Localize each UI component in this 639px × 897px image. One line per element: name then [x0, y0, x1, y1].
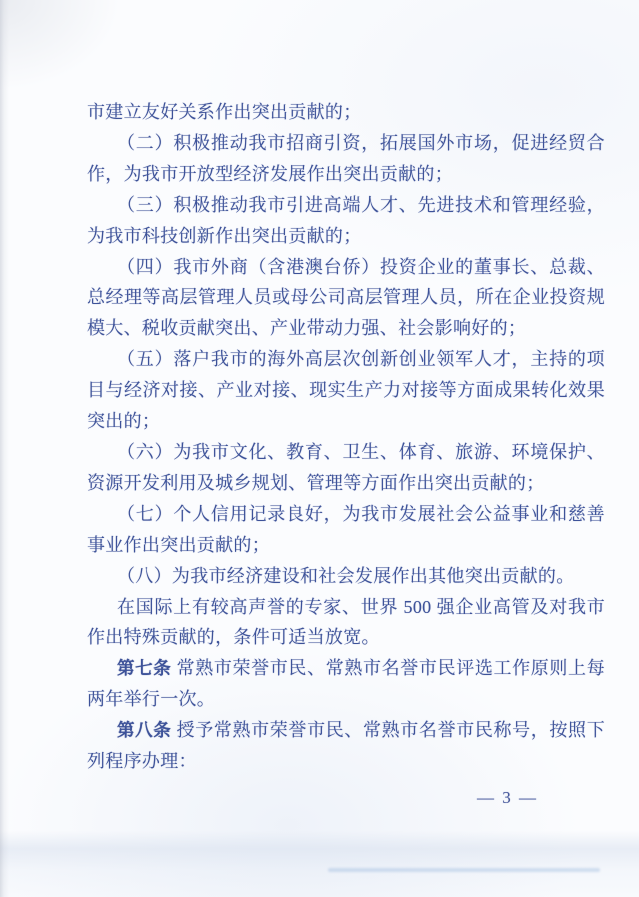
paragraph-text: （四）我市外商（含港澳台侨）投资企业的董事长、总裁、总经理等高层管理人员或母公司高层管理人员，所在企业投资规模大、税收贡献突出、产业带动力强、社会影响好的； [87, 256, 605, 339]
paragraph [87, 252, 605, 345]
paragraph-text: （六）为我市文化、教育、卫生、体育、旅游、环境保护、资源开发利用及城乡规划、管理等方面作出突出贡献的； [87, 441, 605, 493]
article-heading: 第八条 [117, 720, 172, 741]
paragraph [87, 437, 605, 499]
paragraph [87, 653, 605, 715]
paragraph-text: （五）落户我市的海外高层次创新创业领军人才，主持的项目与经济对接、产业对接、现实生产力对接等方面成果转化效果突出的； [87, 349, 605, 432]
paragraph-text: 市建立友好关系作出突出贡献的； [87, 102, 362, 122]
paragraph-text: 授予常熟市荣誉市民、常熟市名誉市民称号，按照下列程序办理： [87, 720, 605, 772]
paragraph-text: （二）积极推动我市招商引资，拓展国外市场，促进经贸合作，为我市开放型经济发展作出突出贡献的； [87, 132, 605, 184]
paragraph [87, 561, 605, 592]
page-number: — 3 — [477, 788, 538, 807]
paragraph-text: （八）为我市经济建设和社会发展作出其他突出贡献的。 [117, 565, 575, 586]
document-text-block [87, 97, 605, 777]
paragraph [87, 592, 605, 654]
article-heading: 第七条 [117, 658, 172, 679]
paragraph [87, 190, 605, 252]
paragraph [87, 128, 605, 190]
paragraph-text: 常熟市荣誉市民、常熟市名誉市民评选工作原则上每两年举行一次。 [87, 658, 605, 710]
paragraph [87, 97, 605, 128]
paragraph-text: （三）积极推动我市引进高端人才、先进技术和管理经验，为我市科技创新作出突出贡献的； [87, 194, 605, 246]
paragraph [87, 499, 605, 561]
paragraph [87, 715, 605, 777]
paragraph [87, 344, 605, 437]
scan-artifact-smudge [328, 868, 600, 872]
paragraph-text: （七）个人信用记录良好，为我市发展社会公益事业和慈善事业作出突出贡献的； [87, 503, 605, 555]
paragraph-text: 在国际上有较高声誉的专家、世界 500 强企业高管及对我市作出特殊贡献的，条件可适当放宽。 [87, 596, 605, 648]
